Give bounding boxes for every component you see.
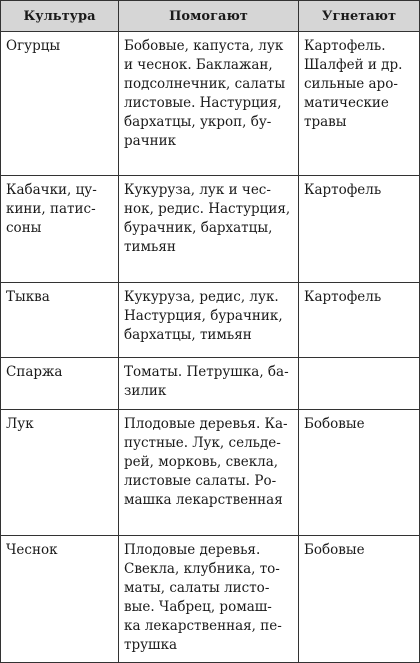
header-row <box>1 1 420 32</box>
helps-text: Томаты. Петрушка, ба- зилик <box>124 364 289 399</box>
header-helps: Помогают <box>119 1 299 32</box>
helps-cell <box>119 283 299 358</box>
inhibits-cell <box>299 283 420 358</box>
helps-text: Бобовые, капуста, лук и чеснок. Баклажан, подсолнечник, салаты листовые. Настурция, бархатцы, укроп, бу- рачник <box>124 38 286 149</box>
helps-cell <box>119 410 299 536</box>
inhibits-text: Бобовые <box>304 542 365 558</box>
helps-cell <box>119 358 299 410</box>
table-row <box>1 176 420 283</box>
helps-cell <box>119 32 299 176</box>
crop-name: Огурцы <box>6 38 61 54</box>
table-row <box>1 32 420 176</box>
crop-name: Чеснок <box>6 542 58 558</box>
inhibits-text: Бобовые <box>304 416 365 432</box>
crop-cell <box>1 358 119 410</box>
table-row <box>1 536 420 663</box>
inhibits-cell <box>299 176 420 283</box>
table-row <box>1 358 420 410</box>
inhibits-cell <box>299 410 420 536</box>
helps-cell <box>119 536 299 663</box>
inhibits-cell <box>299 536 420 663</box>
crop-name: Лук <box>6 416 34 432</box>
crop-cell <box>1 536 119 663</box>
helps-text: Плодовые деревья. Ка- пустные. Лук, сельде- рей, морковь, свекла, листовые салаты. Ро- машка лекарственная <box>124 416 288 508</box>
helps-text: Кукуруза, редис, лук. Настурция, бурачник, бархатцы, тимьян <box>124 289 283 343</box>
crop-cell <box>1 32 119 176</box>
inhibits-cell <box>299 32 420 176</box>
table-row <box>1 410 420 536</box>
header-crop: Культура <box>1 1 119 32</box>
crop-name: Спаржа <box>6 364 63 380</box>
inhibits-text: Картофель <box>304 182 382 198</box>
helps-text: Плодовые деревья. Свекла, клубника, то- маты, салаты листо- вые. Чабрец, ромаш- ка лекарственная, пе- трушка <box>124 542 282 653</box>
table-row <box>1 283 420 358</box>
header-inhibits: Угнетают <box>299 1 420 32</box>
crop-cell <box>1 283 119 358</box>
inhibits-text: Картофель <box>304 289 382 305</box>
inhibits-cell <box>299 358 420 410</box>
crop-cell <box>1 176 119 283</box>
inhibits-text: Картофель. Шалфей и др. сильные аро- матические травы <box>304 38 403 130</box>
crop-cell <box>1 410 119 536</box>
helps-cell <box>119 176 299 283</box>
helps-text: Кукуруза, лук и чес- нок, редис. Настурция, бурачник, бархатцы, тимьян <box>124 182 291 255</box>
crop-name: Кабачки, цу- кини, патис- соны <box>6 182 97 236</box>
crop-name: Тыква <box>6 289 50 305</box>
